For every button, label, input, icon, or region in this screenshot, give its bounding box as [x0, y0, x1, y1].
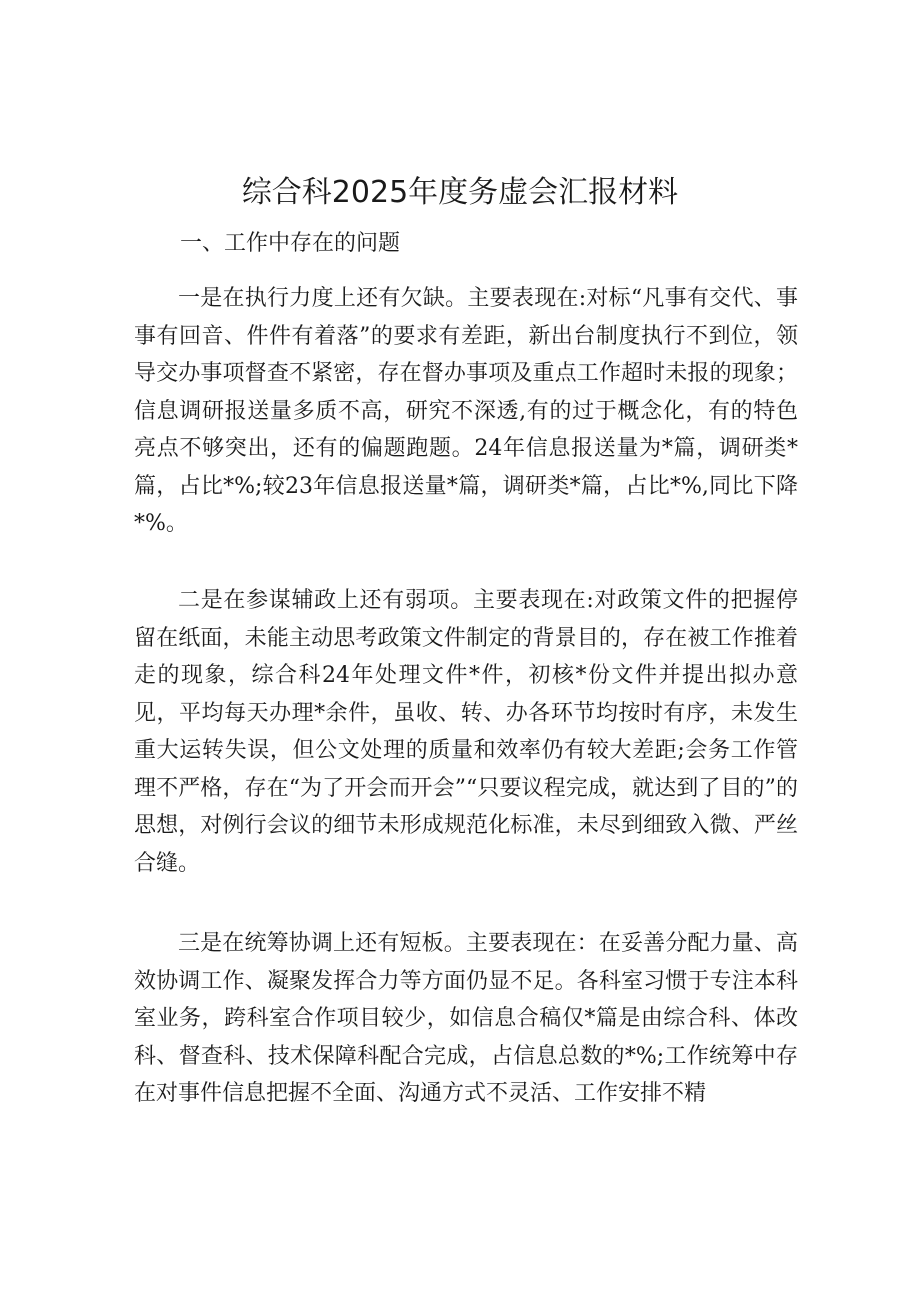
paragraph-execution: 一是在执行力度上还有欠缺。主要表现在:对标“凡事有交代、事事有回音、件件有着落”的要求有差距，新出台制度执行不到位，领导交办事项督查不紧密，存在督办事项及重点工作超时未报的现象；信息调研报送量多质不高，研究不深透,有的过于概念化，有的特色亮点不够突出，还有的偏题跑题。24年信息报送量为*篇，调研类*篇，占比*%;较23年信息报送量*篇，调研类*篇，占比*%,同比下降*%。 [134, 286, 798, 536]
document-title: 综合科2025年度务虚会汇报材料 [241, 175, 679, 210]
paragraph-coordination: 三是在统筹协调上还有短板。主要表现在：在妥善分配力量、高效协调工作、凝聚发挥合力等方面仍显不足。各科室习惯于专注本科室业务，跨科室合作项目较少，如信息合稿仅*篇是由综合科、体改科、督查科、技术保障科配合完成，占信息总数的*%;工作统筹中存在对事件信息把握不全面、沟通方式不灵活、工作安排不精 [134, 931, 798, 1106]
section-heading: 一、工作中存在的问题 [180, 231, 401, 256]
paragraph-advisory: 二是在参谋辅政上还有弱项。主要表现在:对政策文件的把握停留在纸面，未能主动思考政策文件制定的背景目的，存在被工作推着走的现象，综合科24年处理文件*件，初核*份文件并提出拟办意见，平均每天办理*余件，虽收、转、办各环节均按时有序，未发生重大运转失误，但公文处理的质量和效率仍有较大差距;会务工作管理不严格，存在“为了开会而开会”“只要议程完成，就达到了目的”的思想，对例行会议的细节未形成规范化标准，未尽到细致入微、严丝合缝。 [134, 588, 798, 876]
